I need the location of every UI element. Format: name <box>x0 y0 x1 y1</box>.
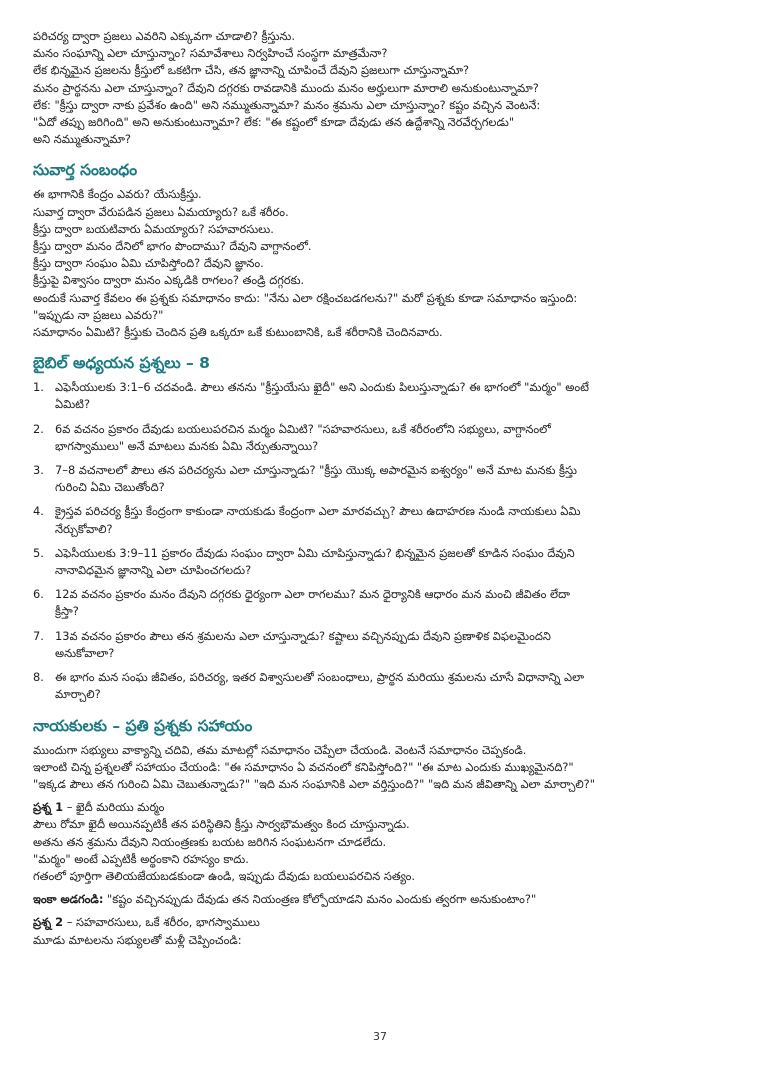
question-text: ఏమిటి? <box>55 397 90 412</box>
question-1-notes <box>33 816 727 885</box>
study-questions-list <box>33 379 727 703</box>
intro-paragraph <box>33 28 727 148</box>
list-item <box>33 669 727 703</box>
text-line: పరిచర్య ద్వారా ప్రజలు ఎవరిని ఎక్కువగా చూడాలి? క్రీస్తును. <box>33 29 295 43</box>
text-line: ఇలాంటి చిన్న ప్రశ్నలతో సహాయం చేయండి: "ఈ సమాధానం ఏ వచనంలో కనిపిస్తోంది?" "ఈ మాట ఎందుకు ముఖ్యమైనది?" <box>33 759 574 774</box>
text-line: అని నమ్ముతున్నామా? <box>33 132 131 147</box>
question-text: 12వ వచనం ప్రకారం మనం దేవుని దగ్గరకు ధైర్యంగా ఎలా రాగలము? మన ధైర్యానికి ఆధారం మన మంచి జీవితం లేదా <box>55 587 570 602</box>
list-item <box>33 628 727 662</box>
text-line: సువార్త ద్వారా వేరుపడిన ప్రజలు ఏమయ్యారు? ఒకే శరీరం. <box>33 204 289 219</box>
list-item <box>33 503 727 537</box>
text-line: మనం సంఘాన్ని ఎలా చూస్తున్నాం? సమావేశాలు నిర్వహించే సంస్థగా మాత్రమేనా? <box>33 46 388 61</box>
question-text: 6వ వచనం ప్రకారం దేవుడు బయలుపరచిన మర్మం ఏమిటి? "సహవారసులు, ఒకే శరీరంలోని సభ్యులు, వాగ్దానంలో <box>55 421 551 436</box>
list-item <box>33 421 727 455</box>
text-line: లేక: "క్రీస్తు ద్వారా నాకు ప్రవేశం ఉంది" అని నమ్ముతున్నామా? మనం శ్రమను ఎలా చూస్తున్నాం? కష్టం వచ్చిన వెంటనే: <box>33 97 541 112</box>
text-line: మనం ప్రార్థనను ఎలా చూస్తున్నాం? దేవుని దగ్గరకు రావడానికి ముందు మనం అర్హులుగా మారాలి అనుకుంటున్నామా? <box>33 80 539 95</box>
question-1-label: ప్రశ్న 1 <box>33 800 64 815</box>
text-line: ముందుగా సభ్యులు వాక్యాన్ని చదివి, తమ మాటల్లో సమాధానం చెప్పేలా చేయండి. వెంటనే సమాధానం చెప్పకండి. <box>33 742 527 757</box>
question-text: మార్చాలి? <box>55 687 101 702</box>
leaders-help-intro <box>33 742 727 794</box>
text-line: అందుకే సువార్త కేవలం ఈ ప్రశ్నకు సమాధానం కాదు: "నేను ఎలా రక్షించబడగలను?" మరో ప్రశ్నకు కూడా సమాధానం ఇస్తుంది: <box>33 290 578 305</box>
question-text: గురించి ఏమి చెబుతోంది? <box>55 480 165 495</box>
question-2-title: – సహవారసులు, ఒకే శరీరం, భాగస్వాములు <box>63 915 260 930</box>
question-text: క్రీస్తా? <box>55 604 79 619</box>
also-ask-line <box>33 891 727 908</box>
question-number: 4. <box>33 504 44 519</box>
list-item <box>33 545 727 579</box>
text-line: క్రీస్తు ద్వారా సంఘం ఏమి చూపిస్తోంది? దేవుని జ్ఞానం. <box>33 256 264 271</box>
page-number: 37 <box>373 1030 387 1043</box>
text-line: ఈ భాగానికి కేంద్రం ఎవరు? యేసుక్రీస్తు. <box>33 187 202 202</box>
also-ask-label: ఇంకా అడగండి: <box>33 892 104 907</box>
question-number: 6. <box>33 587 44 602</box>
question-number: 2. <box>33 421 44 436</box>
question-text: ఎఫెసీయులకు 3:1–6 చదవండి. పౌలు తనను "క్రీస్తుయేసు ఖైదీ" అని ఎందుకు పిలుస్తున్నాడు? ఈ భాగంలో "మర్మం" అంటే <box>55 380 589 395</box>
text-line: "ఇక్కడ పౌలు తన గురించి ఏమి చెబుతున్నాడు?" "ఇది మన సంఘానికి ఎలా వర్తిస్తుంది?" "ఇది మన జీవితాన్ని ఎలా మార్చాలి?" <box>33 776 595 791</box>
question-text: 7–8 వచనాలలో పౌలు తన పరిచర్యను ఎలా చూస్తున్నాడు? "క్రీస్తు యొక్క అపారమైన ఐశ్వర్యం" అనే మాట మనకు క్రీస్తు <box>55 463 577 478</box>
question-text: అనుకోవాలా? <box>55 645 115 660</box>
question-2-heading <box>33 914 727 931</box>
question-number: 7. <box>33 628 44 643</box>
study-questions-heading: బైబిల్ అధ్యయన ప్రశ్నలు – 8 <box>33 354 210 373</box>
text-line: క్రీస్తు ద్వారా మనం దేనిలో భాగం పొందాము? దేవుని వాగ్దానంలో. <box>33 239 312 254</box>
question-number: 3. <box>33 463 44 478</box>
text-line: లేక భిన్నమైన ప్రజలను క్రీస్తులో ఒకటిగా చేసి, తన జ్ఞానాన్ని చూపించే దేవుని ప్రజలుగా చూస్తున్నామా? <box>33 63 470 78</box>
question-1-title: – ఖైదీ మరియు మర్మం <box>63 800 165 815</box>
question-number: 8. <box>33 670 44 685</box>
text-line: క్రీస్తుపై విశ్వాసం ద్వారా మనం ఎక్కడికి రాగలం? తండ్రి దగ్గరకు. <box>33 273 305 288</box>
question-text: క్రైస్తవ పరిచర్య క్రీస్తు కేంద్రంగా కాకుండా నాయకుడు కేంద్రంగా ఎలా మారవచ్చు? పౌలు ఉదాహరణ నుండి నాయకులు ఏమి <box>55 504 581 519</box>
question-number: 1. <box>33 380 44 395</box>
also-ask-text: "కష్టం వచ్చినప్పుడు దేవుడు తన నియంత్రణ కోల్పోయాడని మనం ఎందుకు త్వరగా అనుకుంటాం?" <box>103 892 537 907</box>
question-text: ఈ భాగం మన సంఘ జీవితం, పరిచర్య, ఇతర విశ్వాసులతో సంబంధాలు, ప్రార్థన మరియు శ్రమలను చూసే విధానాన్ని ఎలా <box>55 670 585 685</box>
question-text: ఎఫెసీయులకు 3:9–11 ప్రకారం దేవుడు సంఘం ద్వారా ఏమి చూపిస్తున్నాడు? భిన్నమైన ప్రజలతో కూడిన సంఘం దేవుని <box>55 545 575 560</box>
question-text: భాగస్వాములు" అనే మాటలు మనకు ఏమి నేర్పుతున్నాయి? <box>55 438 319 453</box>
question-1-heading <box>33 799 727 816</box>
list-item <box>33 462 727 496</box>
question-number: 5. <box>33 545 44 560</box>
text-line: మూడు మాటలను సభ్యులతో మళ్లీ చెప్పించండి: <box>33 932 242 947</box>
question-text: నేర్చుకోవాలి? <box>55 521 113 536</box>
question-text: నానావిధమైన జ్ఞానాన్ని ఎలా చూపించగలదు? <box>55 563 252 578</box>
question-2-label: ప్రశ్న 2 <box>33 915 64 930</box>
gospel-section-heading: సువార్త సంబంధం <box>33 161 138 180</box>
question-text: 13వ వచనం ప్రకారం పౌలు తన శ్రమలను ఎలా చూస్తున్నాడు? కష్టాలు వచ్చినప్పుడు దేవుని ప్రణాళిక విఫలమైందని <box>55 628 551 643</box>
question-2-notes <box>33 932 727 949</box>
gospel-section-body <box>33 186 727 341</box>
list-item <box>33 379 727 413</box>
text-line: "ఏదో తప్పు జరిగింది" అని అనుకుంటున్నామా? లేక: "ఈ కష్టంలో కూడా దేవుడు తన ఉద్దేశాన్ని నెరవేర్చగలడు" <box>33 115 515 130</box>
text-line: క్రీస్తు ద్వారా బయటివారు ఏమయ్యారు? సహవారసులు. <box>33 221 274 236</box>
document-page <box>33 28 727 949</box>
text-line: సమాధానం ఏమిటి? క్రీస్తుకు చెందిన ప్రతి ఒక్కరూ ఒకే కుటుంబానికి, ఒకే శరీరానికి చెందినవారు. <box>33 325 443 340</box>
text-line: గతంలో పూర్తిగా తెలియజేయబడకుండా ఉండి, ఇప్పుడు దేవుడు బయలుపరచిన సత్యం. <box>33 868 416 883</box>
text-line: పౌలు రోమా ఖైదీ అయినప్పటికీ తన పరిస్థితిని క్రీస్తు సార్వభౌమత్వం కింద చూస్తున్నాడు. <box>33 817 410 832</box>
text-line: అతను తన శ్రమను దేవుని నియంత్రణకు బయట జరిగిన సంఘటనగా చూడలేదు. <box>33 834 387 849</box>
list-item <box>33 586 727 620</box>
text-line: "మర్మం" అంటే ఎప్పటికీ అర్థంకాని రహస్యం కాదు. <box>33 851 249 866</box>
text-line: "ఇప్పుడు నా ప్రజలు ఎవరు?" <box>33 307 164 322</box>
leaders-help-heading: నాయకులకు – ప్రతి ప్రశ్నకు సహాయం <box>33 716 253 735</box>
